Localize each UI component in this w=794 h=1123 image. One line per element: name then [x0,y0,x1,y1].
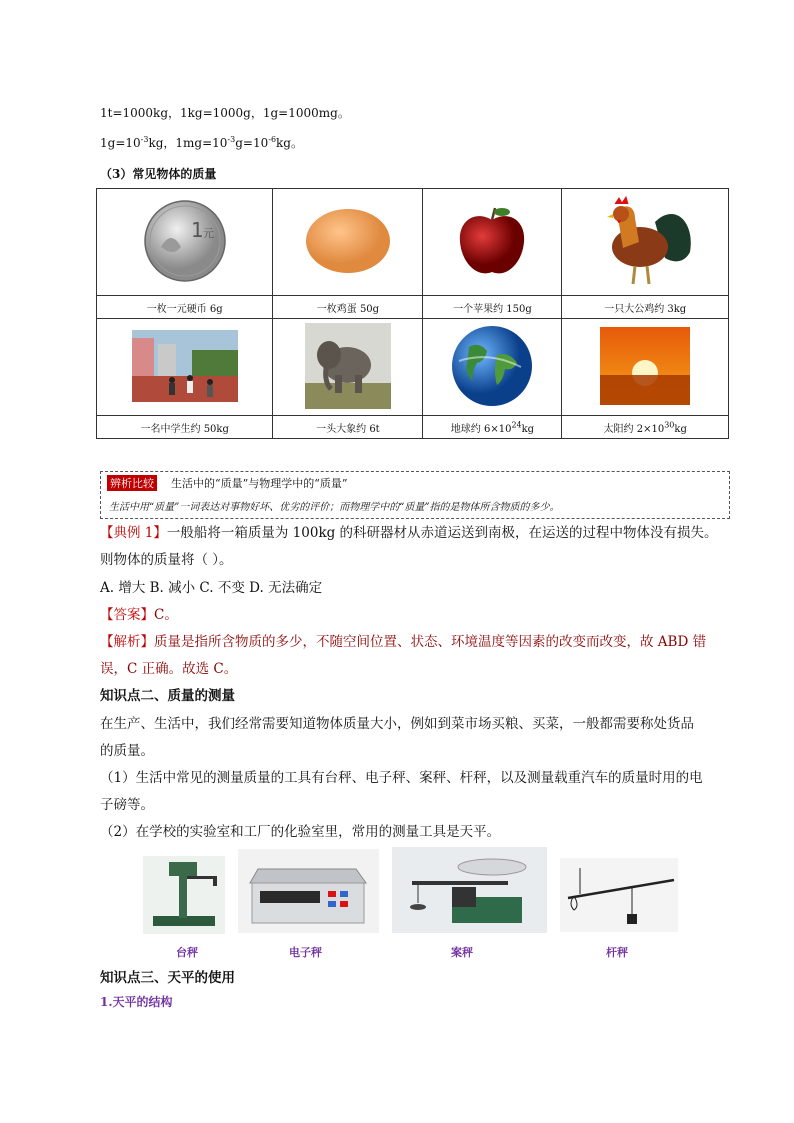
kp3-subtitle: 1.天平的结构 [100,995,173,1009]
caption-coin: 一枚一元硬币 6g [97,296,273,319]
section-3-title: （3）常见物体的质量 [100,167,217,181]
kp2-p2-cont: 子磅等。 [100,797,154,813]
rooster-cell [562,189,729,296]
caption-earth: 地球约 $6\times 10^{24}kg$ [423,416,562,439]
platform-scale-image [143,856,225,934]
egg-cell [273,189,423,296]
coin-image [143,199,227,283]
common-objects-table [96,188,729,439]
label-platform-scale: 台秤 [176,946,198,959]
earth-image [451,325,533,407]
example-options: A. 增大 B. 减小 C. 不变 D. 无法确定 [100,580,323,596]
unit-conversion-line-2: $1g=10^{-3}kg$，$1mg=10^{-3}g=10^{-6}kg$。 [100,135,303,150]
example-analysis: 【解析】质量是指所含物质的多少，不随空间位置、状态、环境温度等因素的改变而改变，故 ABD 错 [100,634,707,650]
sun-cell [562,319,729,416]
comparison-box [100,471,730,519]
unit-conversion-line-1: 1t=1000kg，1kg=1000g，1g=1000mg。 [100,106,350,120]
caption-apple: 一个苹果约 150g [423,296,562,319]
label-steelyard: 杆秤 [606,946,628,959]
coin-cell [97,189,273,296]
kp2-p1: 在生产、生活中，我们经常需要知道物体质量大小，例如到菜市场买粮、买菜，一般都需要称处货品 [100,716,694,732]
rooster-image [595,192,695,290]
caption-elephant: 一头大象约 6t [273,416,423,439]
kp3-title: 知识点三、天平的使用 [100,970,235,986]
students-cell [97,319,273,416]
counter-scale-image [392,847,547,933]
example-question-cont: 则物体的质量将（ ）。 [100,552,233,568]
svg-text:1: 1 [190,217,204,242]
example-tag: 【典例 1】 [100,525,167,541]
svg-text:元: 元 [202,226,214,240]
kp2-p3: （2）在学校的实验室和工厂的化验室里，常用的测量工具是天平。 [100,824,501,840]
example-analysis-cont: 误，C 正确。故选 C。 [100,661,238,677]
egg-image [303,206,393,276]
kp2-p1-cont: 的质量。 [100,743,154,759]
example-answer: 【答案】C。 [100,607,178,623]
comparison-text: 生活中用“质量”一词表达对事物好坏、优劣的评价；而物理学中的“质量”指的是物体所含物质的多少。 [109,502,560,513]
caption-sun: 太阳约 $2\times 10^{30}kg$ [562,416,729,439]
example-question: 【典例 1】一般船将一箱质量为 100kg 的科研器材从赤道运送到南极，在运送的过程中物体没有损失。 [100,525,718,541]
sun-image [600,327,690,405]
caption-rooster: 一只大公鸡约 3kg [562,296,729,319]
comparison-tag: 辨析比较 [107,475,157,491]
apple-image [456,204,528,278]
apple-cell [423,189,562,296]
caption-students: 一名中学生约 50kg [97,416,273,439]
caption-egg: 一枚鸡蛋 50g [273,296,423,319]
steelyard-image [560,858,678,932]
kp2-title: 知识点二、质量的测量 [100,688,235,704]
comparison-title: 生活中的“质量”与物理学中的“质量” [171,477,348,490]
earth-cell [423,319,562,416]
students-image [132,330,238,402]
electronic-scale-image [238,849,379,933]
label-electronic-scale: 电子秤 [289,946,322,959]
label-counter-scale: 案秤 [451,946,473,959]
elephant-image [305,323,391,409]
elephant-cell [273,319,423,416]
kp2-p2: （1）生活中常见的测量质量的工具有台秤、电子秤、案秤、杆秤，以及测量载重汽车的质量时用的电 [100,770,703,786]
